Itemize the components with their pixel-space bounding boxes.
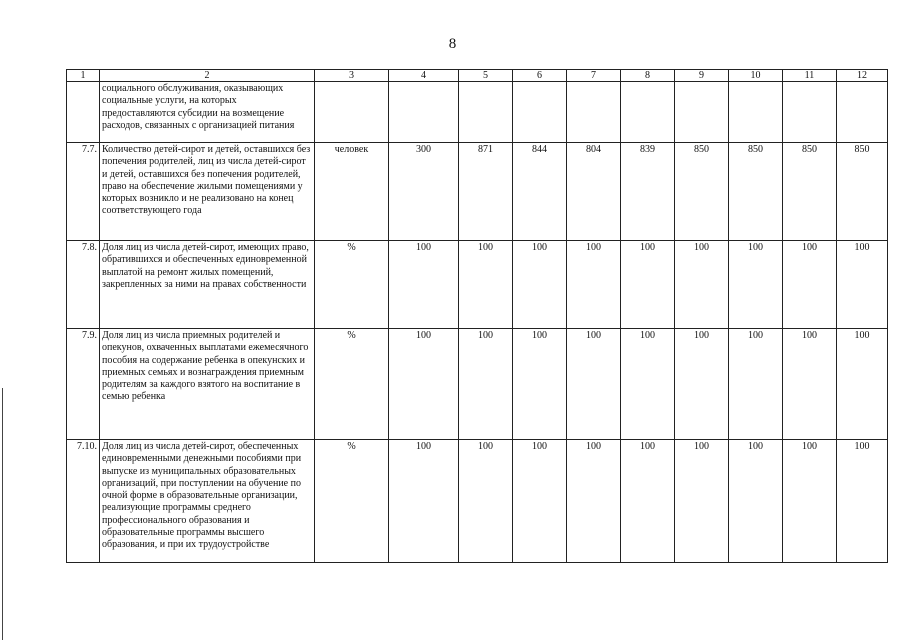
- value-cell: 100: [783, 329, 837, 440]
- scan-edge-line: [2, 388, 3, 640]
- column-header: 1: [67, 70, 100, 82]
- unit-cell: человек: [315, 143, 389, 241]
- value-cell: [621, 82, 675, 143]
- column-header: 12: [837, 70, 888, 82]
- value-cell: 100: [675, 329, 729, 440]
- row-number: 7.9.: [67, 329, 100, 440]
- indicator-name: Доля лиц из числа детей-сирот, имеющих право, обратившихся и обеспеченных единовременной выплатой на ремонт жилых помещений, закрепленных за ними на правах собственности: [100, 241, 315, 329]
- row-number: 7.8.: [67, 241, 100, 329]
- indicator-name: Доля лиц из числа приемных родителей и опекунов, охваченных выплатами ежемесячного пособия на содержание ребенка в опекунских и приемных семьях и вознаграждения приемным родителям за каждого взятого на воспитание в семью ребенка: [100, 329, 315, 440]
- indicator-name: социального обслуживания, оказывающих социальные услуги, на которых предоставляются субсидии на возмещение расходов, связанных с организацией питания: [100, 82, 315, 143]
- value-cell: 100: [567, 329, 621, 440]
- value-cell: 100: [837, 241, 888, 329]
- value-cell: 871: [459, 143, 513, 241]
- value-cell: 100: [729, 440, 783, 563]
- row-number: 7.10.: [67, 440, 100, 563]
- value-cell: [837, 82, 888, 143]
- value-cell: 850: [675, 143, 729, 241]
- value-cell: 100: [389, 329, 459, 440]
- column-header: 8: [621, 70, 675, 82]
- value-cell: 100: [513, 329, 567, 440]
- value-cell: [567, 82, 621, 143]
- value-cell: 100: [837, 440, 888, 563]
- value-cell: [459, 82, 513, 143]
- value-cell: [513, 82, 567, 143]
- value-cell: 100: [621, 440, 675, 563]
- value-cell: [389, 82, 459, 143]
- value-cell: 100: [729, 241, 783, 329]
- table-row: [67, 440, 888, 563]
- row-number: 7.7.: [67, 143, 100, 241]
- indicator-name: Доля лиц из числа детей-сирот, обеспеченных единовременными денежными пособиями при выпуске из муниципальных образовательных организаций, при поступлении на обучение по очной форме в образовательные организации, реализующие программы среднего профессионального образования и образовательные программы высшего образования, и при их трудоустройстве: [100, 440, 315, 563]
- value-cell: 100: [675, 241, 729, 329]
- column-header: 4: [389, 70, 459, 82]
- value-cell: 850: [783, 143, 837, 241]
- indicators-table: [66, 69, 888, 563]
- value-cell: 100: [459, 440, 513, 563]
- table-row: [67, 143, 888, 241]
- page-number: 8: [448, 36, 457, 52]
- table-row: [67, 82, 888, 143]
- value-cell: 100: [783, 440, 837, 563]
- column-header: 7: [567, 70, 621, 82]
- value-cell: [729, 82, 783, 143]
- column-header: 6: [513, 70, 567, 82]
- unit-cell: %: [315, 329, 389, 440]
- value-cell: 100: [675, 440, 729, 563]
- value-cell: 100: [783, 241, 837, 329]
- value-cell: 100: [567, 440, 621, 563]
- column-header: 11: [783, 70, 837, 82]
- value-cell: 100: [621, 241, 675, 329]
- column-header: 9: [675, 70, 729, 82]
- value-cell: 100: [459, 241, 513, 329]
- value-cell: 804: [567, 143, 621, 241]
- value-cell: [783, 82, 837, 143]
- unit-cell: %: [315, 241, 389, 329]
- indicator-name: Количество детей-сирот и детей, оставшихся без попечения родителей, лиц из числа детей-сирот и детей, оставшихся без попечения родителей, право на обеспечение жилыми помещениями у которых возникло и не реализовано на конец соответствующего года: [100, 143, 315, 241]
- value-cell: 850: [729, 143, 783, 241]
- value-cell: 100: [389, 241, 459, 329]
- value-cell: 100: [567, 241, 621, 329]
- value-cell: 839: [621, 143, 675, 241]
- value-cell: 100: [621, 329, 675, 440]
- value-cell: 850: [837, 143, 888, 241]
- value-cell: 100: [513, 241, 567, 329]
- column-header: 5: [459, 70, 513, 82]
- column-header: 3: [315, 70, 389, 82]
- value-cell: 100: [513, 440, 567, 563]
- column-header: 2: [100, 70, 315, 82]
- unit-cell: %: [315, 440, 389, 563]
- value-cell: 100: [459, 329, 513, 440]
- value-cell: [675, 82, 729, 143]
- column-header: 10: [729, 70, 783, 82]
- row-number: [67, 82, 100, 143]
- value-cell: 100: [729, 329, 783, 440]
- table-row: [67, 329, 888, 440]
- value-cell: 100: [837, 329, 888, 440]
- table-row: [67, 241, 888, 329]
- value-cell: 844: [513, 143, 567, 241]
- unit-cell: [315, 82, 389, 143]
- value-cell: 300: [389, 143, 459, 241]
- column-number-row: [67, 70, 888, 82]
- value-cell: 100: [389, 440, 459, 563]
